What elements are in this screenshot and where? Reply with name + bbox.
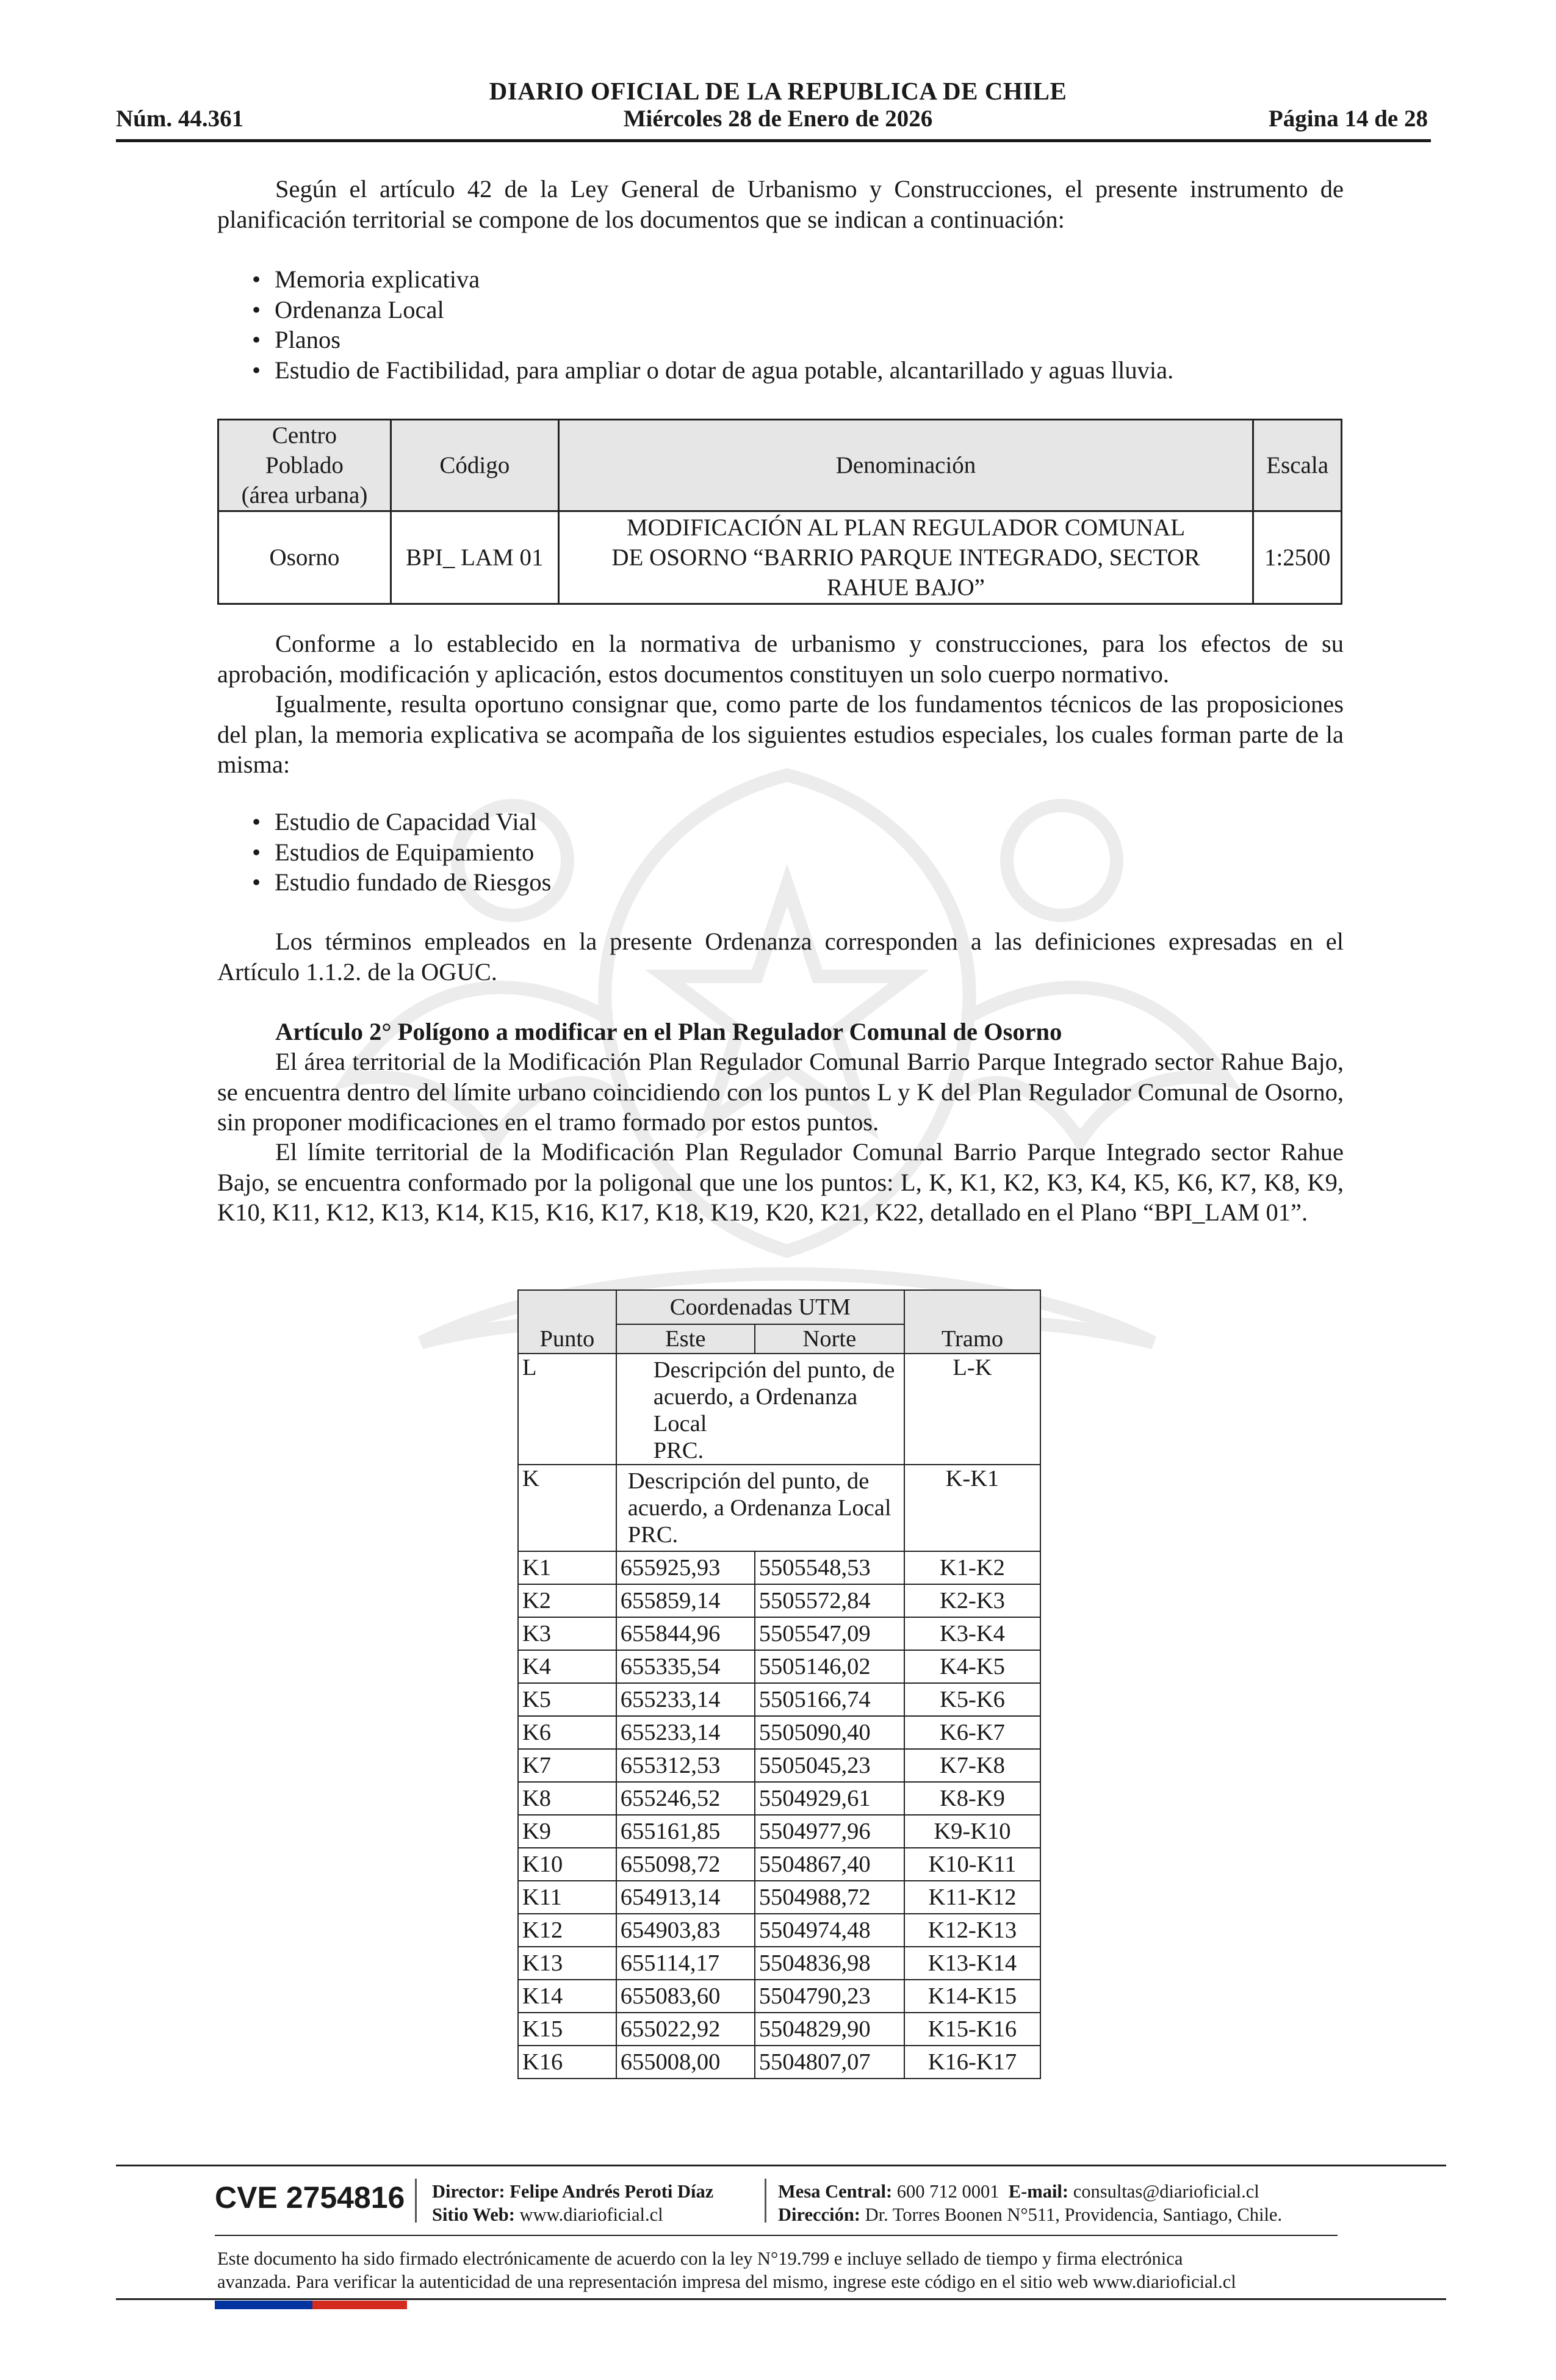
cve-code: CVE 2754816 [215,2180,405,2215]
cell-este: 655233,14 [616,1716,755,1749]
cell-norte: 5504988,72 [755,1881,904,1914]
signature-note: Este documento ha sido firmado electrónicamente de acuerdo con la ley N°19.799 e incluye sellado de tiempo y firma electrónica avanzada. Para verificar la autenticidad de una representación impresa del mismo, ingrese este código en el sitio web www.diarioficial.cl [217,2248,1236,2292]
issue-date: Miércoles 28 de Enero de 2026 [623,106,933,132]
paragraph-igualmente: Igualmente, resulta oportuno consignar que, como parte de los fundamentos técnicos de las proposiciones del plan, la memoria explicativa se acompaña de los siguientes estudios especiales, los cuales forman parte de la misma: [217,690,1344,778]
list-item: • Estudio de Capacidad Vial [252,808,537,835]
cell-tramo: K13-K14 [904,1947,1040,1980]
table-row [518,1782,1040,1815]
cell-punto: K14 [518,1980,616,2013]
cell-tramo: K9-K10 [904,1815,1040,1848]
header-punto: Punto [518,1290,616,1354]
cell-punto: K [518,1465,616,1551]
cell-norte: 5505548,53 [755,1551,904,1584]
cell-punto: K16 [518,2046,616,2079]
header-norte: Norte [755,1324,904,1354]
page-number: Página 14 de 28 [1268,106,1428,132]
cell-tramo: K16-K17 [904,2046,1040,2079]
table-row [518,2013,1040,2046]
cell-punto: K3 [518,1617,616,1650]
table-row [518,1354,1040,1465]
cell-tramo: K2-K3 [904,1584,1040,1617]
header-este: Este [616,1324,755,1354]
cell-tramo: K11-K12 [904,1881,1040,1914]
cell-tramo: K6-K7 [904,1716,1040,1749]
header-rule [116,139,1431,142]
cell-norte: 5504867,40 [755,1848,904,1881]
website-link[interactable]: www.diarioficial.cl [519,2204,663,2225]
cell-descripcion: Descripción del punto, de acuerdo, a Ordenanza Local PRC. [616,1354,904,1465]
cell-tramo: L-K [904,1354,1040,1465]
header-centro-poblado: Centro Poblado (área urbana) [218,420,391,511]
list-item: • Estudios de Equipamiento [252,838,535,866]
cell-este: 655844,96 [616,1617,755,1650]
cell-norte: 5505146,02 [755,1650,904,1683]
cell-tramo: K8-K9 [904,1782,1040,1815]
table-row [518,1584,1040,1617]
cell-norte: 5504974,48 [755,1914,904,1947]
table-row [518,1947,1040,1980]
newspaper-title: DIARIO OFICIAL DE LA REPUBLICA DE CHILE [489,77,1067,105]
footer-divider [765,2179,766,2223]
table-row [518,1914,1040,1947]
cell-codigo: BPI_ LAM 01 [391,511,558,604]
cell-este: 655083,60 [616,1980,755,2013]
table-row [518,1551,1040,1584]
cell-norte: 5504790,23 [755,1980,904,2013]
header-escala: Escala [1253,420,1342,511]
cell-este: 655312,53 [616,1749,755,1782]
cell-este: 655098,72 [616,1848,755,1881]
paragraph-conforme: Conforme a lo establecido en la normativa de urbanismo y construcciones, para los efectos de su aprobación, modificación y aplicación, estos documentos constituyen un solo cuerpo normativo. [217,630,1344,688]
footer-divider [415,2179,417,2223]
cell-punto: K1 [518,1551,616,1584]
cell-punto: K15 [518,2013,616,2046]
cell-este: 654903,83 [616,1914,755,1947]
cell-tramo: K-K1 [904,1465,1040,1551]
cell-norte: 5504977,96 [755,1815,904,1848]
list-item: • Estudio fundado de Riesgos [252,868,552,896]
footer-bottom-rule [116,2298,1446,2300]
cell-punto: K12 [518,1914,616,1947]
cell-este: 655859,14 [616,1584,755,1617]
cell-punto: K11 [518,1881,616,1914]
header-codigo: Código [391,420,558,511]
table-row [518,1465,1040,1551]
cell-punto: K4 [518,1650,616,1683]
article-2-paragraph-2: El límite territorial de la Modificación Plan Regulador Comunal Barrio Parque Integrado sector Rahue Bajo, se encuentra conformado por la poligonal que une los puntos: L, K, K1, K2, K3, K4, K5, K6, K7, K8, K9, K10, K11, K12, K13, K14, K15, K16, K17, K18, K19, K20, K21, K22, detallado en el Plano “BPI_LAM 01”. [217,1138,1344,1226]
intro-paragraph: Según el artículo 42 de la Ley General de Urbanismo y Construcciones, el presente instrumento de planificación territorial se compone de los documentos que se indican a continuación: [217,175,1344,233]
cell-descripcion: Descripción del punto, de acuerdo, a Ordenanza Local PRC. [616,1465,904,1551]
table-row [518,1749,1040,1782]
cell-este: 655925,93 [616,1551,755,1584]
paragraph-terminos: Los términos empleados en la presente Ordenanza corresponden a las definiciones expresadas en el Artículo 1.1.2. de la OGUC. [217,928,1344,986]
list-item: • Memoria explicativa [252,265,480,293]
coordinate-rows [518,1551,1040,2079]
cell-norte: 5504829,90 [755,2013,904,2046]
table-header-row [218,420,1342,511]
cell-punto: K5 [518,1683,616,1716]
table-row [518,1617,1040,1650]
cell-tramo: K3-K4 [904,1617,1040,1650]
cell-norte: 5505090,40 [755,1716,904,1749]
studies-list [252,807,552,898]
documents-list [252,264,1174,385]
cell-tramo: K1-K2 [904,1551,1040,1584]
list-item: • Estudio de Factibilidad, para ampliar o dotar de agua potable, alcantarillado y aguas lluvia. [252,356,1174,384]
cell-este: 654913,14 [616,1881,755,1914]
table-row [518,2046,1040,2079]
issue-number: Núm. 44.361 [116,106,244,132]
table-row [518,1716,1040,1749]
cell-tramo: K7-K8 [904,1749,1040,1782]
email-link[interactable]: consultas@diarioficial.cl [1073,2181,1259,2202]
cell-norte: 5505166,74 [755,1683,904,1716]
table-row [518,1980,1040,2013]
table-header-row [518,1290,1040,1324]
cell-este: 655335,54 [616,1650,755,1683]
cell-punto: K8 [518,1782,616,1815]
cell-punto: K7 [518,1749,616,1782]
footer-top-rule [116,2165,1446,2166]
cell-norte: 5505547,09 [755,1617,904,1650]
table-row [218,511,1342,604]
table-row [518,1683,1040,1716]
cell-este: 655246,52 [616,1782,755,1815]
cell-punto: K10 [518,1848,616,1881]
flag-stripe-red [312,2301,407,2309]
flag-stripe-blue [215,2301,312,2309]
cell-escala: 1:2500 [1253,511,1342,604]
header-coordenadas-utm: Coordenadas UTM [616,1290,904,1324]
list-item: • Planos [252,326,341,353]
footer-director-block: Director: Felipe Andrés Peroti Díaz Sitio Web: www.diarioficial.cl [432,2181,714,2225]
plan-table [217,419,1342,605]
footer-mid-rule [215,2235,1338,2236]
cell-norte: 5504807,07 [755,2046,904,2079]
cell-norte: 5504836,98 [755,1947,904,1980]
cell-este: 655233,14 [616,1683,755,1716]
cell-este: 655114,17 [616,1947,755,1980]
cell-este: 655008,00 [616,2046,755,2079]
cell-este: 655161,85 [616,1815,755,1848]
table-row [518,1815,1040,1848]
list-item: • Ordenanza Local [252,295,444,323]
cell-tramo: K12-K13 [904,1914,1040,1947]
cell-tramo: K10-K11 [904,1848,1040,1881]
table-row [518,1881,1040,1914]
table-row [518,1650,1040,1683]
cell-denominacion: MODIFICACIÓN AL PLAN REGULADOR COMUNAL DE OSORNO “BARRIO PARQUE INTEGRADO, SECTOR RAHUE BAJO” [558,511,1253,604]
header-tramo: Tramo [904,1290,1040,1354]
cell-punto: K9 [518,1815,616,1848]
cell-norte: 5504929,61 [755,1782,904,1815]
cell-tramo: K4-K5 [904,1650,1040,1683]
cell-norte: 5505045,23 [755,1749,904,1782]
footer-contact-block: Mesa Central: 600 712 0001 E-mail: consultas@diarioficial.cl Dirección: Dr. Torres Boonen N°511, Providencia, Santiago, Chile. [778,2181,1283,2225]
article-2-heading: Artículo 2° Polígono a modificar en el Plan Regulador Comunal de Osorno [275,1018,1062,1045]
cell-punto: L [518,1354,616,1465]
cell-punto: K13 [518,1947,616,1980]
cell-punto: K2 [518,1584,616,1617]
cell-centro: Osorno [218,511,391,604]
cell-punto: K6 [518,1716,616,1749]
article-2-paragraph-1: El área territorial de la Modificación Plan Regulador Comunal Barrio Parque Integrado sector Rahue Bajo, se encuentra dentro del límite urbano coincidiendo con los puntos L y K del Plan Regulador Comunal de Osorno, sin proponer modificaciones en el tramo formado por estos puntos. [217,1048,1344,1136]
table-row [518,1848,1040,1881]
cell-tramo: K15-K16 [904,2013,1040,2046]
coordinates-table [517,1289,1041,2079]
cell-tramo: K5-K6 [904,1683,1040,1716]
cell-norte: 5505572,84 [755,1584,904,1617]
cell-este: 655022,92 [616,2013,755,2046]
header-denominacion: Denominación [558,420,1253,511]
cell-tramo: K14-K15 [904,1980,1040,2013]
